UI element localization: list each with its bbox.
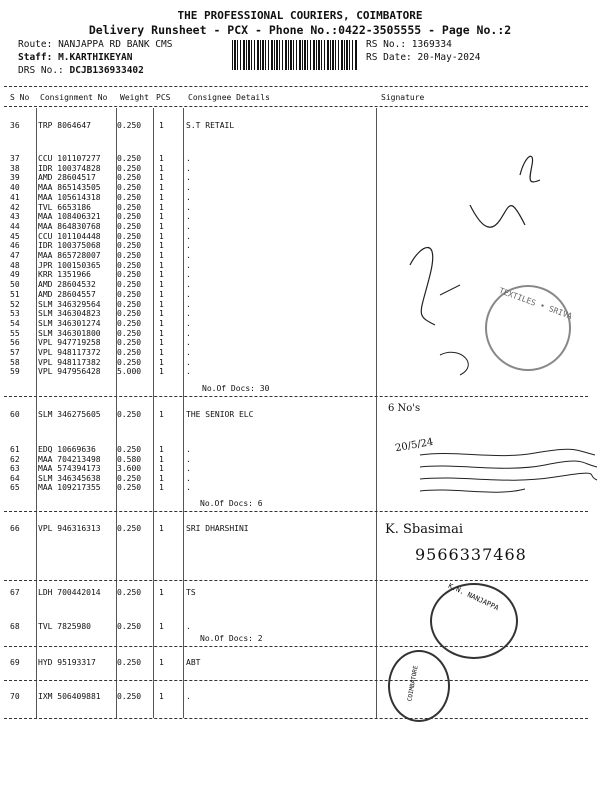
docs-count: No.Of Docs: 6 — [200, 499, 263, 508]
row-pcs: 1 — [159, 231, 164, 241]
row-sno: 70 — [10, 692, 20, 701]
row-weight: 0.250 — [117, 121, 142, 130]
row-consignee: . — [186, 454, 191, 464]
row-weight: 0.580 — [117, 454, 142, 464]
row-consignment: VPL 947719258 — [38, 338, 101, 348]
row-consignee: . — [186, 212, 191, 222]
row-pcs: 1 — [159, 270, 164, 280]
row-consignee: . — [186, 154, 191, 163]
row-sno: 64 — [10, 473, 20, 483]
route-value: NANJAPPA RD BANK CMS — [58, 39, 173, 50]
rs-no-value: 1369334 — [411, 39, 452, 50]
row-pcs: 1 — [159, 121, 164, 130]
row-pcs: 1 — [159, 299, 164, 309]
row-consignment: VPL 948117372 — [38, 348, 101, 357]
row-consignee: . — [186, 692, 191, 701]
row-sno: 38 — [10, 163, 20, 173]
row-weight: 0.250 — [117, 280, 142, 290]
row-weight: 0.250 — [117, 483, 142, 492]
rs-no-label: RS No.: — [366, 39, 407, 50]
row-consignment: CCU 101104448 — [38, 231, 101, 241]
row-consignment: VPL 946316313 — [38, 524, 101, 533]
divider — [4, 511, 588, 512]
divider — [4, 680, 588, 681]
row-consignment: AMD 28604532 — [38, 280, 96, 290]
row-pcs: 1 — [159, 280, 164, 290]
rs-date-line — [366, 52, 480, 63]
runsheet-subtitle: Delivery Runsheet - PCX - Phone No.:0422-3505555 - Page No.:2 — [88, 23, 512, 37]
row-pcs: 1 — [159, 328, 164, 338]
row-sno: 40 — [10, 183, 20, 193]
row-pcs: 1 — [159, 483, 164, 492]
row-sno: 42 — [10, 202, 20, 212]
row-pcs: 1 — [159, 348, 164, 357]
row-consignee: . — [186, 251, 191, 260]
row-consignee: . — [186, 338, 191, 348]
row-consignment: MAA 108406321 — [38, 212, 101, 222]
row-consignee: . — [186, 445, 191, 454]
row-consignee: . — [186, 183, 191, 193]
row-sno: 51 — [10, 289, 20, 299]
table-row — [0, 588, 600, 598]
row-consignment: LDH 700442014 — [38, 588, 101, 597]
row-consignment: SLM 346301274 — [38, 318, 101, 328]
row-sno: 54 — [10, 318, 20, 328]
col-consignee: Consignee Details — [188, 93, 270, 102]
row-pcs: 1 — [159, 367, 164, 377]
row-weight: 0.250 — [117, 163, 142, 173]
row-sno: 63 — [10, 464, 20, 473]
row-consignee: . — [186, 280, 191, 290]
row-consignment: VPL 948117382 — [38, 357, 101, 367]
row-consignee: . — [186, 241, 191, 251]
row-pcs: 1 — [159, 154, 164, 163]
row-pcs: 1 — [159, 588, 164, 597]
table-row — [0, 658, 600, 668]
row-weight: 0.250 — [117, 328, 142, 338]
row-consignee: . — [186, 622, 191, 631]
staff-value: M.KARTHIKEYAN — [58, 52, 133, 63]
row-consignment: MAA 864830768 — [38, 221, 101, 231]
row-pcs: 1 — [159, 410, 164, 419]
row-consignment: TRP 8064647 — [38, 121, 91, 130]
handwritten-phone: 9566337468 — [415, 545, 527, 564]
row-sno: 59 — [10, 367, 20, 377]
handwritten-name: K. Sbasimai — [385, 522, 464, 537]
row-pcs: 1 — [159, 464, 164, 473]
row-pcs: 1 — [159, 445, 164, 454]
row-weight: 0.250 — [117, 289, 142, 299]
row-pcs: 1 — [159, 338, 164, 348]
table-row — [0, 410, 600, 420]
docs-count: No.Of Docs: 2 — [200, 634, 263, 643]
col-signature: Signature — [381, 93, 425, 102]
row-weight: 0.250 — [117, 318, 142, 328]
row-consignment: CCU 101107277 — [38, 154, 101, 163]
divider — [4, 580, 588, 581]
row-weight: 0.250 — [117, 241, 142, 251]
row-pcs: 1 — [159, 318, 164, 328]
row-pcs: 1 — [159, 260, 164, 270]
row-pcs: 1 — [159, 202, 164, 212]
row-weight: 0.250 — [117, 622, 142, 631]
row-sno: 37 — [10, 154, 20, 163]
row-weight: 0.250 — [117, 588, 142, 597]
row-weight: 0.250 — [117, 183, 142, 193]
col-consignment: Consignment No — [40, 93, 108, 102]
row-consignment: IDR 100375068 — [38, 241, 101, 251]
docs-count: No.Of Docs: 30 — [202, 384, 270, 393]
row-sno: 49 — [10, 270, 20, 280]
row-consignee: . — [186, 270, 191, 280]
col-sno: S No — [10, 93, 30, 102]
row-consignee: . — [186, 357, 191, 367]
row-sno: 39 — [10, 173, 20, 183]
row-sno: 36 — [10, 121, 20, 130]
row-sno: 68 — [10, 622, 20, 631]
rs-no-line — [366, 39, 452, 50]
row-sno: 47 — [10, 251, 20, 260]
rs-date-label: RS Date: — [366, 52, 412, 63]
row-weight: 0.250 — [117, 338, 142, 348]
row-sno: 50 — [10, 280, 20, 290]
company-title: THE PROFESSIONAL COURIERS, COIMBATORE — [177, 9, 423, 22]
row-weight: 0.250 — [117, 692, 142, 701]
row-consignee: SRI DHARSHINI — [186, 524, 249, 533]
row-consignment: TVL 6653186 — [38, 202, 91, 212]
row-consignment: JPR 100150365 — [38, 260, 101, 270]
row-pcs: 1 — [159, 473, 164, 483]
row-consignment: KRR 1351966 — [38, 270, 91, 280]
row-consignment: SLM 346304823 — [38, 309, 101, 319]
row-consignee: . — [186, 231, 191, 241]
row-sno: 58 — [10, 357, 20, 367]
row-consignee: . — [186, 473, 191, 483]
row-weight: 0.250 — [117, 410, 142, 419]
row-sno: 52 — [10, 299, 20, 309]
row-pcs: 1 — [159, 241, 164, 251]
row-sno: 60 — [10, 410, 20, 419]
row-consignment: VPL 947956428 — [38, 367, 101, 377]
row-consignee: . — [186, 163, 191, 173]
row-consignment: EDQ 10669636 — [38, 445, 96, 454]
row-weight: 0.250 — [117, 473, 142, 483]
row-consignment: MAA 574394173 — [38, 464, 101, 473]
row-consignment: IDR 100374828 — [38, 163, 101, 173]
row-pcs: 1 — [159, 173, 164, 183]
row-weight: 0.250 — [117, 445, 142, 454]
row-consignee: . — [186, 289, 191, 299]
row-weight: 0.250 — [117, 299, 142, 309]
row-weight: 0.250 — [117, 154, 142, 163]
row-consignee: . — [186, 260, 191, 270]
row-consignment: MAA 865728007 — [38, 251, 101, 260]
row-pcs: 1 — [159, 212, 164, 222]
round-stamp — [430, 583, 518, 659]
row-pcs: 1 — [159, 163, 164, 173]
row-consignment: SLM 346301800 — [38, 328, 101, 338]
row-consignment: TVL 7825980 — [38, 622, 91, 631]
row-weight: 0.250 — [117, 357, 142, 367]
row-consignee: . — [186, 464, 191, 473]
row-weight: 0.250 — [117, 348, 142, 357]
row-pcs: 1 — [159, 192, 164, 202]
row-sno: 61 — [10, 445, 20, 454]
row-pcs: 1 — [159, 622, 164, 631]
stamp-text: TEXTILES • SRIVA — [497, 286, 574, 321]
route-label: Route: — [18, 39, 53, 50]
row-sno: 46 — [10, 241, 20, 251]
row-sno: 66 — [10, 524, 20, 533]
row-consignment: HYD 95193317 — [38, 658, 96, 667]
row-weight: 0.250 — [117, 524, 142, 533]
row-consignee: TS — [186, 588, 196, 597]
row-sno: 53 — [10, 309, 20, 319]
row-sno: 43 — [10, 212, 20, 222]
row-weight: 0.250 — [117, 251, 142, 260]
row-weight: 0.250 — [117, 309, 142, 319]
staff-label: Staff: — [18, 52, 53, 63]
row-consignment: SLM 346329564 — [38, 299, 101, 309]
row-consignee: . — [186, 367, 191, 377]
row-pcs: 1 — [159, 309, 164, 319]
route-line — [18, 39, 172, 50]
row-consignee: . — [186, 328, 191, 338]
drs-label: DRS No.: — [18, 65, 64, 76]
col-pcs: PCS — [156, 93, 171, 102]
row-sno: 67 — [10, 588, 20, 597]
table-row — [0, 121, 600, 131]
divider — [4, 718, 588, 719]
row-sno: 65 — [10, 483, 20, 492]
row-consignee: . — [186, 483, 191, 492]
row-weight: 3.600 — [117, 464, 142, 473]
row-pcs: 1 — [159, 251, 164, 260]
row-pcs: 1 — [159, 221, 164, 231]
row-consignee: ABT — [186, 658, 201, 667]
handwritten-mark: 6 No's — [388, 403, 421, 414]
row-consignee: S.T RETAIL — [186, 121, 235, 130]
row-weight: 0.250 — [117, 270, 142, 280]
drs-line — [18, 65, 144, 76]
row-consignment: SLM 346345638 — [38, 473, 101, 483]
rs-date-value: 20-May-2024 — [417, 52, 481, 63]
row-weight: 0.250 — [117, 202, 142, 212]
row-sno: 41 — [10, 192, 20, 202]
row-pcs: 1 — [159, 289, 164, 299]
drs-value: DCJB136933402 — [69, 65, 144, 76]
divider — [4, 86, 588, 87]
row-sno: 69 — [10, 658, 20, 667]
row-consignee: . — [186, 202, 191, 212]
row-pcs: 1 — [159, 454, 164, 464]
row-pcs: 1 — [159, 524, 164, 533]
row-pcs: 1 — [159, 692, 164, 701]
row-weight: 0.250 — [117, 658, 142, 667]
row-weight: 0.250 — [117, 173, 142, 183]
row-consignee: THE SENIOR ELC — [186, 410, 254, 419]
stamp-text: K.N. NANJAPPA — [446, 581, 500, 613]
row-sno: 57 — [10, 348, 20, 357]
row-consignee: . — [186, 309, 191, 319]
divider — [4, 106, 588, 107]
row-weight: 5.000 — [117, 367, 142, 377]
staff-line — [18, 52, 132, 63]
row-consignee: . — [186, 348, 191, 357]
handwritten-date: 20/5/24 — [394, 436, 435, 455]
row-sno: 44 — [10, 221, 20, 231]
row-consignment: IXM 506409881 — [38, 692, 101, 701]
row-consignment: MAA 109217355 — [38, 483, 101, 492]
company-stamp — [485, 285, 574, 371]
barcode — [232, 40, 358, 70]
row-pcs: 1 — [159, 357, 164, 367]
row-sno: 55 — [10, 328, 20, 338]
row-weight: 0.250 — [117, 260, 142, 270]
row-weight: 0.250 — [117, 221, 142, 231]
row-consignee: . — [186, 221, 191, 231]
row-consignee: . — [186, 173, 191, 183]
table-row — [0, 692, 600, 702]
round-stamp — [388, 650, 450, 722]
col-weight: Weight — [120, 93, 149, 102]
row-consignment: AMD 28604517 — [38, 173, 96, 183]
row-sno: 48 — [10, 260, 20, 270]
handwritten-note — [415, 445, 600, 505]
row-sno: 62 — [10, 454, 20, 464]
row-consignee: . — [186, 299, 191, 309]
row-consignment: MAA 105614318 — [38, 192, 101, 202]
row-sno: 56 — [10, 338, 20, 348]
row-pcs: 1 — [159, 658, 164, 667]
row-consignee: . — [186, 192, 191, 202]
table-row — [0, 524, 600, 534]
row-consignment: AMD 28604557 — [38, 289, 96, 299]
row-consignment: MAA 704213498 — [38, 454, 101, 464]
row-weight: 0.250 — [117, 212, 142, 222]
row-consignment: MAA 865143505 — [38, 183, 101, 193]
row-pcs: 1 — [159, 183, 164, 193]
stamp-text: COIMBATORE — [406, 665, 420, 702]
divider — [4, 396, 588, 397]
row-consignee: . — [186, 318, 191, 328]
row-weight: 0.250 — [117, 231, 142, 241]
row-sno: 45 — [10, 231, 20, 241]
row-consignment: SLM 346275605 — [38, 410, 101, 419]
row-weight: 0.250 — [117, 192, 142, 202]
